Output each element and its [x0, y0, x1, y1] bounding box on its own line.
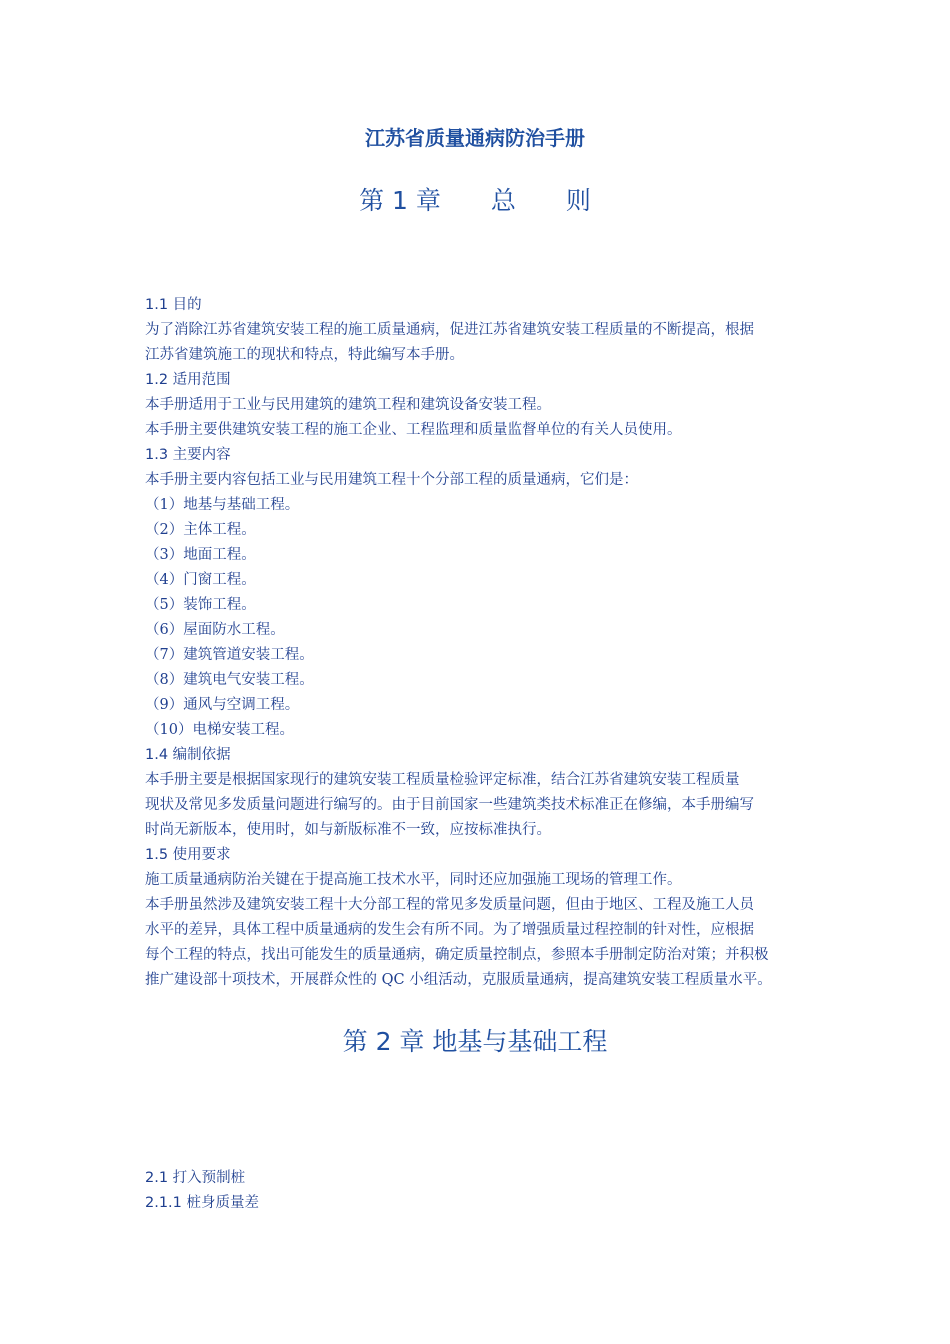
section-heading: 1.5 使用要求 — [145, 847, 231, 863]
paragraph-line: 推广建设部十项技术，开展群众性的 QC 小组活动，克服质量通病，提高建筑安装工程质量水平。 — [145, 972, 772, 988]
list-item: （5）装饰工程。 — [145, 597, 256, 613]
paragraph-line: 本手册主要供建筑安装工程的施工企业、工程监理和质量监督单位的有关人员使用。 — [145, 422, 682, 438]
list-item: （7）建筑管道安装工程。 — [145, 647, 314, 663]
chapter-2-heading: 第 2 章 地基与基础工程 — [342, 1027, 608, 1056]
paragraph-line: 本手册主要是根据国家现行的建筑安装工程质量检验评定标准，结合江苏省建筑安装工程质量 — [145, 772, 740, 788]
list-item: （3）地面工程。 — [145, 547, 256, 563]
list-item: （6）屋面防水工程。 — [145, 622, 285, 638]
paragraph-line: 现状及常见多发质量问题进行编写的。由于目前国家一些建筑类技术标准正在修编，本手册编写 — [145, 797, 754, 813]
section-heading: 1.4 编制依据 — [145, 747, 231, 763]
paragraph-line: 时尚无新版本，使用时，如与新版标准不一致，应按标准执行。 — [145, 822, 551, 838]
section-heading: 2.1 打入预制桩 — [145, 1170, 246, 1186]
subsection-heading: 2.1.1 桩身质量差 — [145, 1195, 260, 1211]
list-item: （9）通风与空调工程。 — [145, 697, 300, 713]
paragraph-line: 为了消除江苏省建筑安装工程的施工质量通病，促进江苏省建筑安装工程质量的不断提高，根据 — [145, 322, 754, 338]
list-item: （1）地基与基础工程。 — [145, 497, 300, 513]
chapter-1-heading: 第 1 章 总 则 — [359, 186, 591, 215]
paragraph-line: 水平的差异，具体工程中质量通病的发生会有所不同。为了增强质量过程控制的针对性，应根据 — [145, 922, 754, 938]
chapter-2-body — [145, 1166, 810, 1216]
list-item: （2）主体工程。 — [145, 522, 256, 538]
list-item: （10）电梯安装工程。 — [145, 722, 294, 738]
chapter-1-body — [145, 293, 810, 993]
paragraph-line: 施工质量通病防治关键在于提高施工技术水平，同时还应加强施工现场的管理工作。 — [145, 872, 682, 888]
paragraph-line: 每个工程的特点，找出可能发生的质量通病，确定质量控制点，参照本手册制定防治对策；并积极 — [145, 947, 769, 963]
paragraph-line: 本手册适用于工业与民用建筑的建筑工程和建筑设备安装工程。 — [145, 397, 551, 413]
section-heading: 1.2 适用范围 — [145, 372, 231, 388]
list-item: （4）门窗工程。 — [145, 572, 256, 588]
paragraph-line: 本手册主要内容包括工业与民用建筑工程十个分部工程的质量通病，它们是： — [145, 472, 638, 488]
paragraph-line: 江苏省建筑施工的现状和特点，特此编写本手册。 — [145, 347, 464, 363]
list-item: （8）建筑电气安装工程。 — [145, 672, 314, 688]
paragraph-line: 本手册虽然涉及建筑安装工程十大分部工程的常见多发质量问题，但由于地区、工程及施工人员 — [145, 897, 754, 913]
section-heading: 1.3 主要内容 — [145, 447, 231, 463]
document-title: 江苏省质量通病防治手册 — [365, 126, 585, 150]
section-heading: 1.1 目的 — [145, 297, 202, 313]
